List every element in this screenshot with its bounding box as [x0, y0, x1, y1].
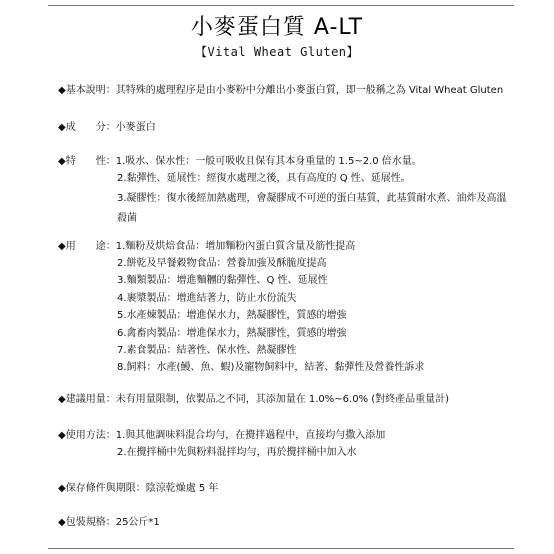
packing-label: ◆包裝規格：: [58, 517, 116, 528]
basic-description-label: ◆基本說明：: [58, 85, 116, 96]
basic-description: [58, 84, 544, 97]
usage-method-item-2: 2.在攪拌桶中先與粉料混拌均勻，再於攪拌桶中加入水: [117, 447, 357, 458]
uses-item-7: 7.素食製品：結著性、保水性、熱凝膠性: [117, 345, 297, 356]
dosage-text: 未有用量限制，依製品之不同，其添加量在 1.0%~6.0% (對終產品重量計): [115, 394, 450, 405]
packing-text: 25公斤*1: [115, 517, 160, 528]
page-title: 小麥蛋白質 A-LT: [190, 15, 364, 40]
features-item-3: 3.凝膠性：復水後經加熱處理，會凝膠成不可逆的蛋白基質，此基質耐水煮、油炸及高溫: [117, 193, 507, 204]
storage-text: 陰涼乾燥處 5 年: [145, 483, 219, 494]
storage: [58, 482, 544, 495]
features-item-2: 2.黏彈性、延展性：經復水處理之後，具有高度的 Q 性、延展性。: [117, 173, 411, 184]
packing: [58, 516, 544, 529]
composition-text: 小麥蛋白: [115, 122, 156, 133]
uses: [58, 240, 544, 253]
uses-item-5: 5.水產煉製品：增進保水力，熱凝膠性，質感的增強: [117, 310, 347, 321]
composition-label: ◆成 分：: [58, 122, 116, 133]
uses-item-2: 2.餅乾及早餐穀物食品：營養加強及酥脆度提高: [117, 258, 327, 269]
basic-description-text: 其特殊的處理程序是由小麥粉中分離出小麥蛋白質，即一般稱之為 Vital Wheat Gluten: [115, 85, 504, 96]
features-item-3-cont: 殺菌: [117, 213, 137, 224]
features-item-1: 1.吸水、保水性：一般可吸收且保有其本身重量的 1.5~2.0 倍水量。: [115, 156, 422, 167]
top-rule: [48, 5, 514, 6]
usage-method-label: ◆使用方法：: [58, 430, 116, 441]
uses-label: ◆用 途：: [58, 241, 116, 252]
usage-method-item-1: 1.與其他調味料混合均勻，在攪拌過程中，直接均勻撒入添加: [115, 430, 386, 441]
features-label: ◆特 性：: [58, 156, 116, 167]
storage-label: ◆保存條件與期限：: [58, 483, 146, 494]
dosage: [58, 393, 544, 406]
uses-item-1: 1.麵粉及烘焙食品：增加麵粉內蛋白質含量及筋性提高: [115, 241, 356, 252]
uses-item-3: 3.麵類製品：增進麵糰的黏彈性、Q 性、延展性: [117, 275, 328, 286]
page-subtitle: 【Vital Wheat Gluten】: [194, 45, 360, 59]
dosage-label: ◆建議用量：: [58, 394, 116, 405]
features: [58, 155, 544, 168]
uses-item-6: 6.禽畜肉製品：增進保水力，熱凝膠性，質感的增強: [117, 328, 347, 339]
uses-item-4: 4.裹漿製品：增進結著力，防止水份流失: [117, 293, 297, 304]
bottom-rule: [48, 548, 514, 549]
usage-method: [58, 429, 544, 442]
composition: [58, 121, 544, 134]
uses-item-8: 8.飼料：水產(鰻、魚、蝦)及寵物飼料中，結著、黏彈性及營養性訴求: [117, 362, 425, 373]
